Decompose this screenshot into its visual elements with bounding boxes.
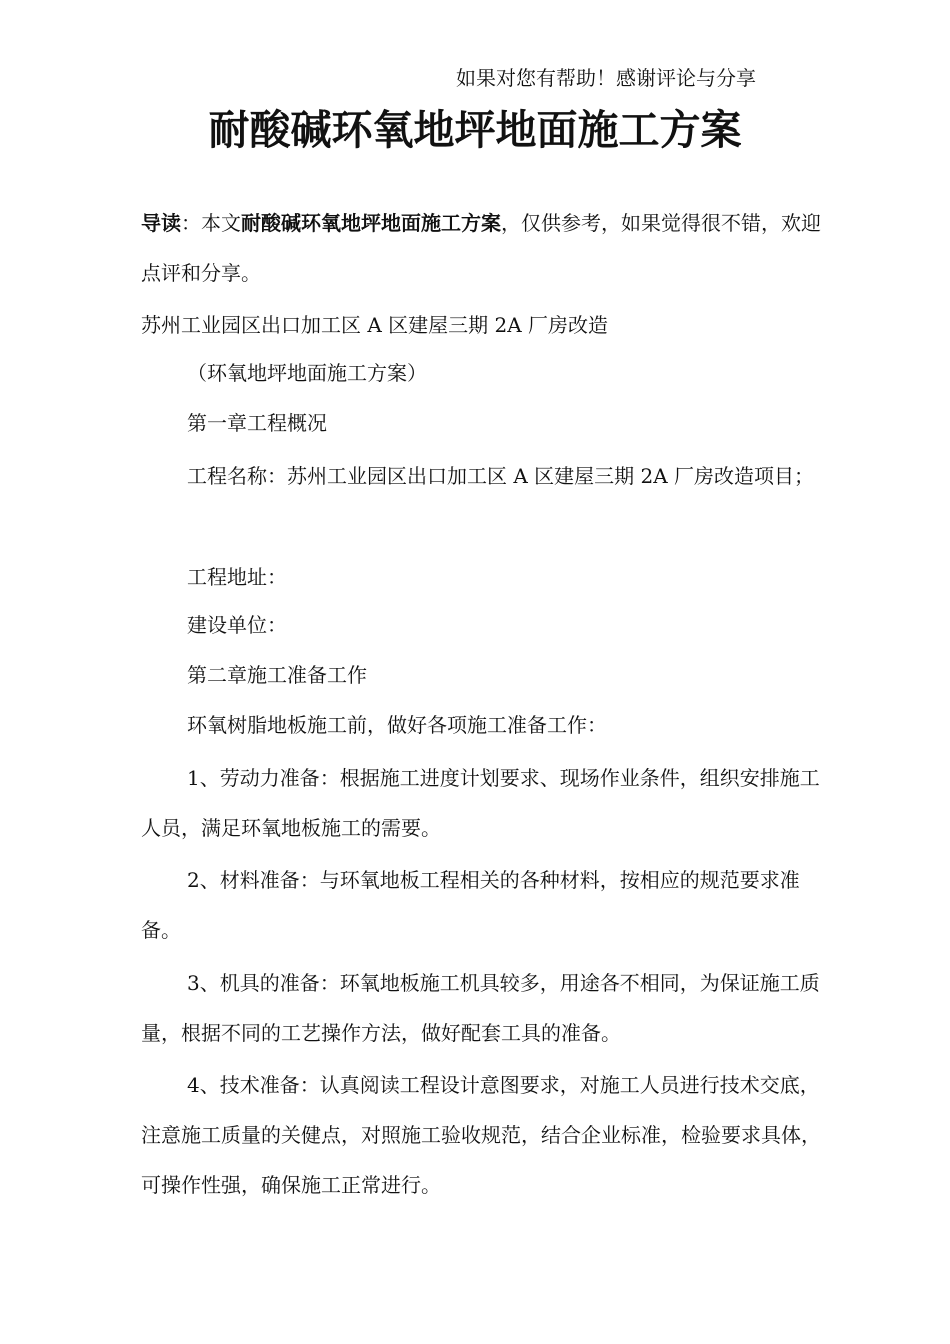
chapter-1-heading: 第一章工程概况 bbox=[187, 411, 327, 435]
document-title: 耐酸碱环氧地坪地面施工方案 bbox=[208, 106, 742, 154]
project-address: 工程地址： bbox=[187, 565, 287, 589]
prep-item-3: 3、机具的准备：环氧地板施工机具较多，用途各不相同，为保证施工质量，根据不同的工艺操作方法，做好配套工具的准备。 bbox=[141, 971, 820, 1045]
header-note: 如果对您有帮助！感谢评论与分享 bbox=[456, 66, 756, 90]
intro-colon: ： bbox=[181, 211, 201, 235]
intro-label: 导读 bbox=[141, 211, 181, 235]
intro-suffix: ，仅供参考，如果觉得很不错，欢迎点评和分享。 bbox=[141, 211, 821, 285]
prep-item-4: 4、技术准备：认真阅读工程设计意图要求，对施工人员进行技术交底，注意施工质量的关健点，对照施工验收规范，结合企业标准，检验要求具体，可操作性强，确保施工正常进行。 bbox=[141, 1073, 821, 1197]
chapter-2-heading: 第二章施工准备工作 bbox=[187, 663, 367, 687]
prep-intro: 环氧树脂地板施工前，做好各项施工准备工作： bbox=[187, 713, 607, 737]
intro-prefix: 本文 bbox=[201, 211, 241, 235]
intro-paragraph bbox=[141, 198, 821, 298]
prep-item-2: 2、材料准备：与环氧地板工程相关的各种材料，按相应的规范要求准备。 bbox=[141, 868, 800, 942]
intro-bold-title: 耐酸碱环氧地坪地面施工方案 bbox=[241, 211, 501, 235]
prep-item-1: 1、劳动力准备：根据施工进度计划要求、现场作业条件，组织安排施工人员，满足环氧地板施工的需要。 bbox=[141, 766, 820, 840]
project-subtitle: （环氧地坪地面施工方案） bbox=[187, 361, 427, 385]
project-line: 苏州工业园区出口加工区 A 区建屋三期 2A 厂房改造 bbox=[141, 313, 609, 337]
construction-unit: 建设单位： bbox=[187, 613, 287, 637]
project-name: 工程名称：苏州工业园区出口加工区 A 区建屋三期 2A 厂房改造项目； bbox=[187, 464, 815, 488]
